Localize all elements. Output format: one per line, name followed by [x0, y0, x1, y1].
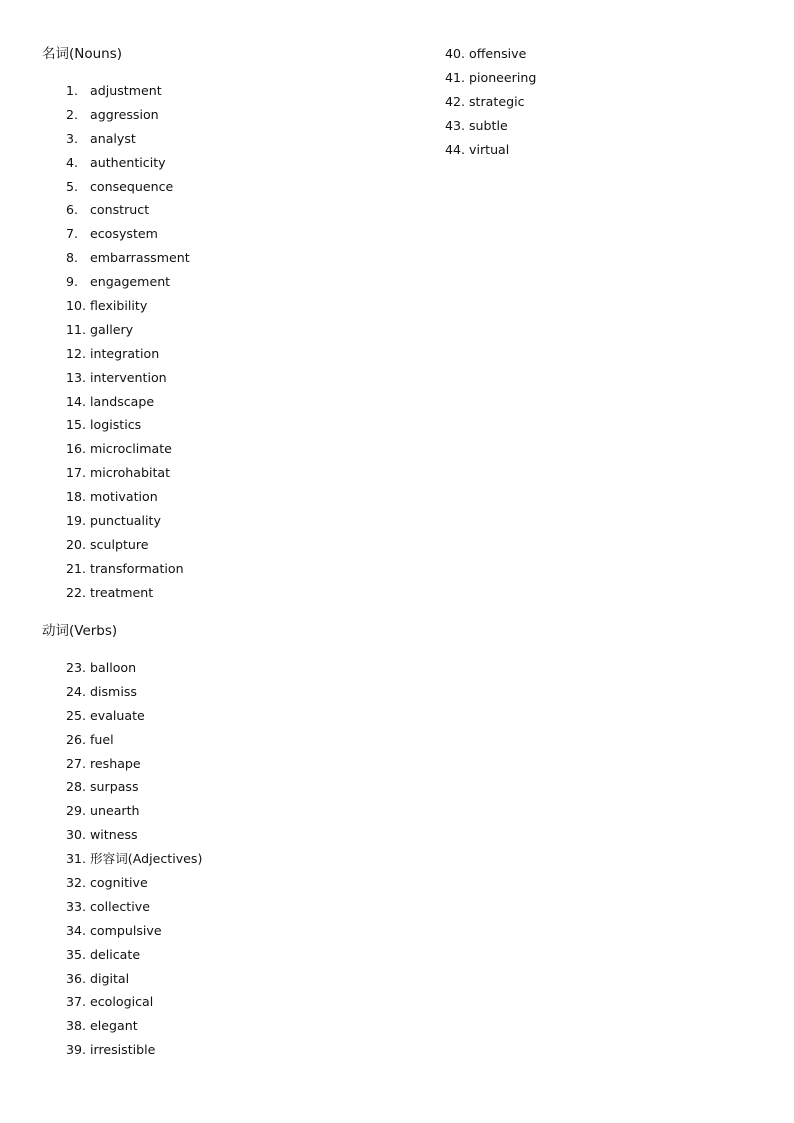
item-number: 41.: [445, 69, 466, 85]
item-word: aggression: [90, 106, 159, 122]
item-number: 23.: [66, 660, 87, 675]
item-word: evaluate: [90, 707, 145, 723]
item-number: 5.: [66, 178, 79, 194]
item-word: motivation: [90, 489, 158, 505]
item-number: 27.: [66, 755, 87, 771]
item-number: 38.: [66, 1018, 87, 1034]
item-number: 31.: [66, 851, 87, 867]
item-number: 29.: [66, 803, 87, 819]
item-number: 24.: [66, 683, 87, 699]
item-number: 30.: [66, 827, 87, 843]
item-number: 32.: [66, 875, 87, 891]
item-number: 22.: [66, 584, 87, 600]
item-word: 形容词(Adjectives): [90, 851, 203, 867]
item-number: 40.: [445, 46, 466, 61]
item-number: 15.: [66, 417, 87, 433]
item-word: virtual: [469, 141, 510, 157]
item-number: 13.: [66, 369, 87, 385]
item-number: 43.: [445, 117, 466, 133]
item-word: embarrassment: [90, 250, 190, 266]
item-word: subtle: [469, 117, 508, 133]
item-number: 16.: [66, 441, 87, 457]
item-word: ecological: [90, 994, 154, 1010]
item-number: 18.: [66, 489, 87, 505]
item-number: 20.: [66, 536, 87, 552]
item-word: balloon: [90, 660, 137, 675]
item-number: 19.: [66, 513, 87, 529]
item-word: gallery: [90, 321, 134, 337]
item-word: collective: [90, 898, 150, 914]
item-word: cognitive: [90, 875, 148, 891]
item-word: construct: [90, 202, 150, 218]
item-word: unearth: [90, 803, 140, 819]
item-word: consequence: [90, 178, 174, 194]
item-number: 26.: [66, 731, 87, 747]
item-number: 8.: [66, 250, 79, 266]
nouns-heading: 名词(Nouns): [42, 46, 123, 62]
item-number: 28.: [66, 779, 87, 795]
item-number: 39.: [66, 1042, 87, 1058]
item-number: 14.: [66, 393, 87, 409]
item-word: transformation: [90, 560, 184, 576]
item-number: 36.: [66, 970, 87, 986]
item-word: intervention: [90, 369, 167, 385]
item-number: 17.: [66, 465, 87, 481]
item-word: witness: [90, 827, 138, 843]
item-word: fuel: [90, 731, 114, 747]
item-word: landscape: [90, 393, 155, 409]
item-number: 9.: [66, 274, 79, 290]
item-word: delicate: [90, 946, 141, 962]
item-word: compulsive: [90, 922, 162, 938]
item-number: 1.: [66, 83, 79, 98]
item-word: sculpture: [90, 536, 149, 552]
item-word: digital: [90, 970, 130, 986]
item-word: analyst: [90, 130, 136, 146]
item-word: authenticity: [90, 154, 166, 170]
item-word: punctuality: [90, 513, 161, 529]
item-word: surpass: [90, 779, 139, 795]
item-number: 2.: [66, 106, 79, 122]
item-number: 44.: [445, 141, 466, 157]
item-number: 7.: [66, 226, 79, 242]
item-word: offensive: [469, 46, 527, 61]
item-word: integration: [90, 345, 160, 361]
item-word: logistics: [90, 417, 142, 433]
item-number: 42.: [445, 93, 466, 109]
item-word: reshape: [90, 755, 141, 771]
item-number: 3.: [66, 130, 79, 146]
item-word: elegant: [90, 1018, 138, 1034]
item-number: 35.: [66, 946, 87, 962]
item-number: 6.: [66, 202, 79, 218]
item-number: 21.: [66, 560, 87, 576]
item-word: pioneering: [469, 69, 537, 85]
item-number: 4.: [66, 154, 79, 170]
item-number: 33.: [66, 898, 87, 914]
item-word: strategic: [469, 93, 525, 109]
item-word: microclimate: [90, 441, 172, 457]
item-word: flexibility: [90, 298, 148, 314]
item-number: 10.: [66, 298, 87, 314]
item-number: 37.: [66, 994, 87, 1010]
verbs-heading: 动词(Verbs): [42, 623, 118, 639]
item-word: dismiss: [90, 683, 137, 699]
item-word: engagement: [90, 274, 171, 290]
item-number: 11.: [66, 321, 87, 337]
item-word: adjustment: [90, 83, 162, 98]
item-word: irresistible: [90, 1042, 156, 1058]
item-number: 25.: [66, 707, 87, 723]
item-word: ecosystem: [90, 226, 158, 242]
item-word: microhabitat: [90, 465, 171, 481]
item-word: treatment: [90, 584, 154, 600]
item-number: 12.: [66, 345, 87, 361]
item-number: 34.: [66, 922, 87, 938]
